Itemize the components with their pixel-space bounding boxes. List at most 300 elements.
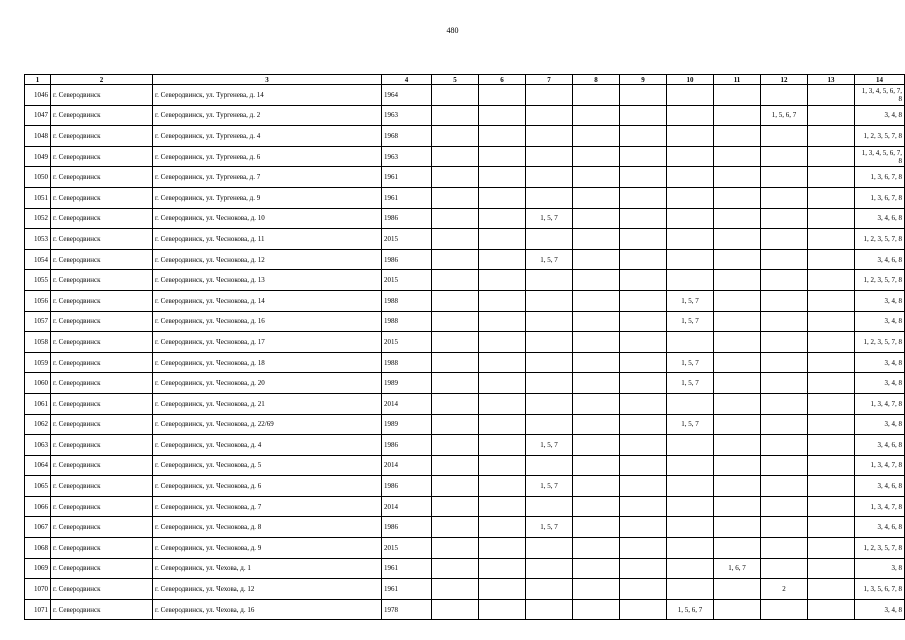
col6-cell <box>479 455 526 476</box>
col11-cell <box>714 599 761 620</box>
year-cell: 2014 <box>382 496 432 517</box>
table-row <box>25 579 905 600</box>
col8-cell <box>573 476 620 497</box>
col11-cell <box>714 435 761 456</box>
col12-cell <box>761 352 808 373</box>
col12-cell <box>761 414 808 435</box>
col13-cell <box>808 187 855 208</box>
address-cell: г. Северодвинск, ул. Чеснокова, д. 14 <box>153 290 382 311</box>
city-cell: г. Северодвинск <box>51 435 153 456</box>
city-cell: г. Северодвинск <box>51 414 153 435</box>
col7-cell <box>526 558 573 579</box>
col6-cell <box>479 290 526 311</box>
col14-cell: 1, 3, 6, 7, 8 <box>855 187 905 208</box>
col11-cell <box>714 476 761 497</box>
col6-cell <box>479 538 526 559</box>
address-cell: г. Северодвинск, ул. Тургенева, д. 7 <box>153 167 382 188</box>
col13-cell <box>808 105 855 126</box>
city-cell: г. Северодвинск <box>51 270 153 291</box>
header-row <box>25 75 905 85</box>
col14-cell: 1, 2, 3, 5, 7, 8 <box>855 538 905 559</box>
col11-cell <box>714 393 761 414</box>
col8-cell <box>573 311 620 332</box>
table-row <box>25 126 905 147</box>
col9-cell <box>620 496 667 517</box>
col9-cell <box>620 167 667 188</box>
col7-cell: 1, 5, 7 <box>526 249 573 270</box>
row-number: 1049 <box>25 146 51 167</box>
col13-cell <box>808 373 855 394</box>
col10-cell <box>667 579 714 600</box>
col9-cell <box>620 373 667 394</box>
col13-cell <box>808 229 855 250</box>
col8-cell <box>573 496 620 517</box>
col14-cell: 3, 4, 8 <box>855 352 905 373</box>
col14-cell: 1, 3, 4, 7, 8 <box>855 455 905 476</box>
col10-cell <box>667 538 714 559</box>
col11-cell <box>714 229 761 250</box>
col10-cell <box>667 270 714 291</box>
col12-cell <box>761 599 808 620</box>
col11-cell <box>714 270 761 291</box>
column-header-3: 3 <box>153 75 382 85</box>
column-header-6: 6 <box>479 75 526 85</box>
row-number: 1054 <box>25 249 51 270</box>
col9-cell <box>620 579 667 600</box>
row-number: 1053 <box>25 229 51 250</box>
col13-cell <box>808 435 855 456</box>
col13-cell <box>808 558 855 579</box>
col6-cell <box>479 352 526 373</box>
col7-cell: 1, 5, 7 <box>526 517 573 538</box>
table-row <box>25 435 905 456</box>
col5-cell <box>432 435 479 456</box>
col9-cell <box>620 290 667 311</box>
row-number: 1063 <box>25 435 51 456</box>
address-cell: г. Северодвинск, ул. Чеснокова, д. 11 <box>153 229 382 250</box>
column-header-14: 14 <box>855 75 905 85</box>
col8-cell <box>573 373 620 394</box>
city-cell: г. Северодвинск <box>51 249 153 270</box>
col8-cell <box>573 85 620 106</box>
col7-cell <box>526 187 573 208</box>
year-cell: 1989 <box>382 414 432 435</box>
row-number: 1050 <box>25 167 51 188</box>
column-header-10: 10 <box>667 75 714 85</box>
col6-cell <box>479 332 526 353</box>
col10-cell <box>667 517 714 538</box>
col8-cell <box>573 558 620 579</box>
col12-cell <box>761 373 808 394</box>
col11-cell <box>714 496 761 517</box>
address-cell: г. Северодвинск, ул. Тургенева, д. 14 <box>153 85 382 106</box>
col13-cell <box>808 393 855 414</box>
col9-cell <box>620 558 667 579</box>
col6-cell <box>479 105 526 126</box>
col8-cell <box>573 187 620 208</box>
col14-cell: 3, 4, 6, 8 <box>855 208 905 229</box>
col8-cell <box>573 332 620 353</box>
col13-cell <box>808 146 855 167</box>
col6-cell <box>479 393 526 414</box>
col13-cell <box>808 579 855 600</box>
table-row <box>25 85 905 106</box>
col8-cell <box>573 229 620 250</box>
col6-cell <box>479 270 526 291</box>
col8-cell <box>573 517 620 538</box>
col14-cell: 3, 4, 6, 8 <box>855 517 905 538</box>
col10-cell <box>667 105 714 126</box>
address-cell: г. Северодвинск, ул. Тургенева, д. 2 <box>153 105 382 126</box>
col5-cell <box>432 558 479 579</box>
col9-cell <box>620 352 667 373</box>
col12-cell <box>761 517 808 538</box>
col12-cell <box>761 290 808 311</box>
city-cell: г. Северодвинск <box>51 208 153 229</box>
col14-cell: 1, 3, 4, 5, 6, 7, 8 <box>855 146 905 167</box>
col8-cell <box>573 208 620 229</box>
row-number: 1055 <box>25 270 51 291</box>
city-cell: г. Северодвинск <box>51 599 153 620</box>
col9-cell <box>620 85 667 106</box>
year-cell: 1964 <box>382 85 432 106</box>
col5-cell <box>432 538 479 559</box>
col6-cell <box>479 517 526 538</box>
table-row <box>25 229 905 250</box>
table-row <box>25 187 905 208</box>
col12-cell <box>761 187 808 208</box>
col14-cell: 1, 3, 4, 5, 6, 7, 8 <box>855 85 905 106</box>
row-number: 1048 <box>25 126 51 147</box>
table-row <box>25 414 905 435</box>
col12-cell <box>761 558 808 579</box>
row-number: 1060 <box>25 373 51 394</box>
col8-cell <box>573 249 620 270</box>
col8-cell <box>573 146 620 167</box>
col5-cell <box>432 579 479 600</box>
col12-cell <box>761 85 808 106</box>
column-header-5: 5 <box>432 75 479 85</box>
year-cell: 1986 <box>382 435 432 456</box>
row-number: 1052 <box>25 208 51 229</box>
address-cell: г. Северодвинск, ул. Чеснокова, д. 22/69 <box>153 414 382 435</box>
table-row <box>25 311 905 332</box>
col12-cell: 2 <box>761 579 808 600</box>
col6-cell <box>479 435 526 456</box>
col11-cell <box>714 167 761 188</box>
col8-cell <box>573 352 620 373</box>
table-row <box>25 249 905 270</box>
col5-cell <box>432 208 479 229</box>
col14-cell: 3, 4, 6, 8 <box>855 476 905 497</box>
row-number: 1057 <box>25 311 51 332</box>
col13-cell <box>808 311 855 332</box>
col11-cell <box>714 187 761 208</box>
col13-cell <box>808 414 855 435</box>
col12-cell <box>761 208 808 229</box>
table-row <box>25 332 905 353</box>
col6-cell <box>479 146 526 167</box>
year-cell: 1978 <box>382 599 432 620</box>
city-cell: г. Северодвинск <box>51 538 153 559</box>
table-row <box>25 393 905 414</box>
col7-cell <box>526 496 573 517</box>
col10-cell: 1, 5, 7 <box>667 373 714 394</box>
table-row <box>25 476 905 497</box>
address-cell: г. Северодвинск, ул. Чехова, д. 12 <box>153 579 382 600</box>
col7-cell <box>526 270 573 291</box>
city-cell: г. Северодвинск <box>51 332 153 353</box>
col9-cell <box>620 455 667 476</box>
col14-cell: 3, 4, 8 <box>855 414 905 435</box>
col12-cell <box>761 249 808 270</box>
column-header-7: 7 <box>526 75 573 85</box>
col5-cell <box>432 373 479 394</box>
col6-cell <box>479 476 526 497</box>
col14-cell: 1, 2, 3, 5, 7, 8 <box>855 229 905 250</box>
table-row <box>25 352 905 373</box>
row-number: 1070 <box>25 579 51 600</box>
table-header <box>25 75 905 85</box>
col10-cell <box>667 85 714 106</box>
year-cell: 2014 <box>382 393 432 414</box>
col7-cell <box>526 290 573 311</box>
col11-cell <box>714 332 761 353</box>
col14-cell: 3, 4, 8 <box>855 290 905 311</box>
col11-cell <box>714 455 761 476</box>
col9-cell <box>620 599 667 620</box>
table-row <box>25 517 905 538</box>
col13-cell <box>808 599 855 620</box>
col11-cell <box>714 373 761 394</box>
col12-cell <box>761 146 808 167</box>
col5-cell <box>432 187 479 208</box>
col9-cell <box>620 229 667 250</box>
col12-cell <box>761 332 808 353</box>
row-number: 1061 <box>25 393 51 414</box>
col13-cell <box>808 167 855 188</box>
col6-cell <box>479 126 526 147</box>
col9-cell <box>620 435 667 456</box>
address-cell: г. Северодвинск, ул. Тургенева, д. 4 <box>153 126 382 147</box>
row-number: 1065 <box>25 476 51 497</box>
column-header-9: 9 <box>620 75 667 85</box>
col9-cell <box>620 311 667 332</box>
col13-cell <box>808 455 855 476</box>
col8-cell <box>573 167 620 188</box>
col10-cell <box>667 187 714 208</box>
year-cell: 1963 <box>382 146 432 167</box>
column-header-2: 2 <box>51 75 153 85</box>
col14-cell: 1, 3, 4, 7, 8 <box>855 496 905 517</box>
col14-cell: 3, 4, 8 <box>855 105 905 126</box>
col14-cell: 3, 8 <box>855 558 905 579</box>
address-cell: г. Северодвинск, ул. Чеснокова, д. 18 <box>153 352 382 373</box>
col11-cell <box>714 538 761 559</box>
col14-cell: 1, 3, 4, 7, 8 <box>855 393 905 414</box>
row-number: 1064 <box>25 455 51 476</box>
year-cell: 1961 <box>382 167 432 188</box>
col6-cell <box>479 167 526 188</box>
table-row <box>25 599 905 620</box>
col14-cell: 1, 2, 3, 5, 7, 8 <box>855 126 905 147</box>
table-row <box>25 105 905 126</box>
col5-cell <box>432 105 479 126</box>
table-row <box>25 290 905 311</box>
col7-cell <box>526 599 573 620</box>
address-cell: г. Северодвинск, ул. Чеснокова, д. 12 <box>153 249 382 270</box>
col7-cell <box>526 373 573 394</box>
col10-cell <box>667 496 714 517</box>
col13-cell <box>808 476 855 497</box>
year-cell: 1986 <box>382 517 432 538</box>
col10-cell <box>667 435 714 456</box>
col5-cell <box>432 352 479 373</box>
col14-cell: 1, 2, 3, 5, 7, 8 <box>855 270 905 291</box>
table-row <box>25 558 905 579</box>
col11-cell <box>714 579 761 600</box>
col11-cell <box>714 414 761 435</box>
col11-cell <box>714 311 761 332</box>
city-cell: г. Северодвинск <box>51 167 153 188</box>
col14-cell: 1, 3, 6, 7, 8 <box>855 167 905 188</box>
col6-cell <box>479 496 526 517</box>
col5-cell <box>432 167 479 188</box>
col10-cell <box>667 249 714 270</box>
col5-cell <box>432 146 479 167</box>
col10-cell <box>667 558 714 579</box>
col13-cell <box>808 249 855 270</box>
col9-cell <box>620 270 667 291</box>
col6-cell <box>479 187 526 208</box>
address-cell: г. Северодвинск, ул. Тургенева, д. 9 <box>153 187 382 208</box>
col12-cell <box>761 496 808 517</box>
col6-cell <box>479 208 526 229</box>
address-cell: г. Северодвинск, ул. Чеснокова, д. 5 <box>153 455 382 476</box>
address-cell: г. Северодвинск, ул. Чеснокова, д. 21 <box>153 393 382 414</box>
year-cell: 2015 <box>382 332 432 353</box>
col14-cell: 1, 3, 5, 6, 7, 8 <box>855 579 905 600</box>
col11-cell <box>714 208 761 229</box>
col9-cell <box>620 105 667 126</box>
col11-cell: 1, 6, 7 <box>714 558 761 579</box>
city-cell: г. Северодвинск <box>51 126 153 147</box>
col7-cell <box>526 332 573 353</box>
col7-cell <box>526 229 573 250</box>
col10-cell: 1, 5, 7 <box>667 414 714 435</box>
city-cell: г. Северодвинск <box>51 146 153 167</box>
col8-cell <box>573 290 620 311</box>
col10-cell <box>667 332 714 353</box>
year-cell: 1961 <box>382 579 432 600</box>
col8-cell <box>573 455 620 476</box>
column-header-12: 12 <box>761 75 808 85</box>
col5-cell <box>432 496 479 517</box>
address-cell: г. Северодвинск, ул. Тургенева, д. 6 <box>153 146 382 167</box>
col13-cell <box>808 208 855 229</box>
year-cell: 1989 <box>382 373 432 394</box>
city-cell: г. Северодвинск <box>51 393 153 414</box>
address-cell: г. Северодвинск, ул. Чеснокова, д. 6 <box>153 476 382 497</box>
city-cell: г. Северодвинск <box>51 496 153 517</box>
col6-cell <box>479 249 526 270</box>
col11-cell <box>714 517 761 538</box>
col9-cell <box>620 249 667 270</box>
year-cell: 1988 <box>382 352 432 373</box>
col8-cell <box>573 270 620 291</box>
col6-cell <box>479 229 526 250</box>
column-header-1: 1 <box>25 75 51 85</box>
col10-cell <box>667 208 714 229</box>
col13-cell <box>808 332 855 353</box>
table-row <box>25 208 905 229</box>
col14-cell: 3, 4, 8 <box>855 311 905 332</box>
col6-cell <box>479 579 526 600</box>
year-cell: 1961 <box>382 558 432 579</box>
table-body <box>25 85 905 620</box>
col12-cell <box>761 126 808 147</box>
col11-cell <box>714 290 761 311</box>
col12-cell <box>761 538 808 559</box>
year-cell: 2014 <box>382 455 432 476</box>
page-number: 480 <box>446 26 459 35</box>
table-row <box>25 373 905 394</box>
col7-cell <box>526 538 573 559</box>
col5-cell <box>432 249 479 270</box>
col8-cell <box>573 599 620 620</box>
address-cell: г. Северодвинск, ул. Чехова, д. 1 <box>153 558 382 579</box>
col6-cell <box>479 311 526 332</box>
col13-cell <box>808 352 855 373</box>
year-cell: 2015 <box>382 538 432 559</box>
row-number: 1059 <box>25 352 51 373</box>
row-number: 1051 <box>25 187 51 208</box>
table-row <box>25 270 905 291</box>
table-row <box>25 538 905 559</box>
col7-cell <box>526 455 573 476</box>
city-cell: г. Северодвинск <box>51 352 153 373</box>
table-row <box>25 496 905 517</box>
city-cell: г. Северодвинск <box>51 455 153 476</box>
year-cell: 2015 <box>382 229 432 250</box>
col11-cell <box>714 146 761 167</box>
col12-cell <box>761 435 808 456</box>
col12-cell <box>761 167 808 188</box>
address-cell: г. Северодвинск, ул. Чеснокова, д. 16 <box>153 311 382 332</box>
col14-cell: 3, 4, 6, 8 <box>855 249 905 270</box>
city-cell: г. Северодвинск <box>51 85 153 106</box>
col7-cell <box>526 146 573 167</box>
col10-cell <box>667 126 714 147</box>
col13-cell <box>808 126 855 147</box>
col7-cell <box>526 311 573 332</box>
registry-table <box>24 74 905 620</box>
col6-cell <box>479 414 526 435</box>
col11-cell <box>714 105 761 126</box>
col10-cell: 1, 5, 7 <box>667 311 714 332</box>
col13-cell <box>808 517 855 538</box>
col7-cell <box>526 85 573 106</box>
col5-cell <box>432 414 479 435</box>
row-number: 1062 <box>25 414 51 435</box>
col6-cell <box>479 558 526 579</box>
city-cell: г. Северодвинск <box>51 579 153 600</box>
row-number: 1068 <box>25 538 51 559</box>
col7-cell: 1, 5, 7 <box>526 208 573 229</box>
row-number: 1047 <box>25 105 51 126</box>
year-cell: 1968 <box>382 126 432 147</box>
col13-cell <box>808 270 855 291</box>
